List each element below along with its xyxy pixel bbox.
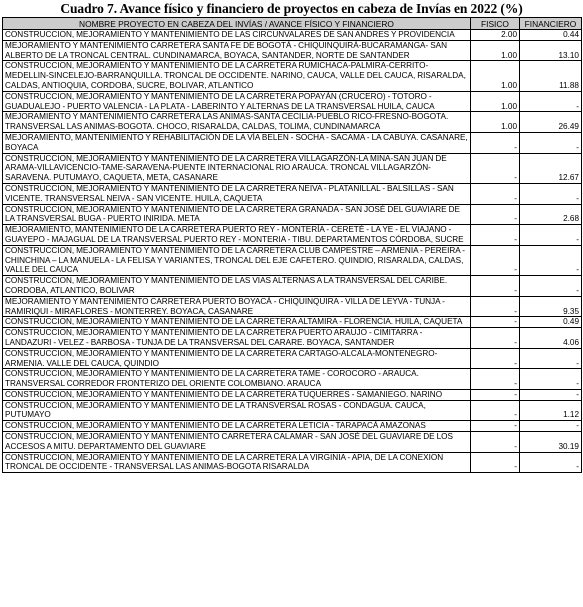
table-row bbox=[3, 132, 582, 153]
project-name-cell: CONSTRUCCION, MEJORAMIENTO Y MANTENIMIENTO DE LA CARRETERA TAME - COROCORO - ARAUCA. TRANSVERSAL CORREDOR FRONTERIZO DEL ORIENTE COLOMBIANO. ARAUCA bbox=[3, 369, 471, 390]
table-row bbox=[3, 204, 582, 225]
financiero-cell: 0.49 bbox=[520, 317, 582, 328]
project-name-cell: CONSTRUCCION, MEJORAMIENTO Y MANTENIMIENTO DE LA CARRETERA LA VIRGINIA - APIA, DE LA CONEXION TRONCAL DE OCCIDENTE - TRANSVERSAL LAS ANIMAS-BOGOTA RISARALDA bbox=[3, 452, 471, 473]
project-name-cell: CONSTRUCCION, MEJORAMIENTO Y MANTENIMIENTO DE LA CARRETERA ALTAMIRA - FLORENCIA. HUILA, CAQUETA bbox=[3, 317, 471, 328]
fisico-cell: - bbox=[471, 245, 520, 275]
fisico-cell: - bbox=[471, 369, 520, 390]
project-name-cell: CONSTRUCCION, MEJORAMIENTO Y MANTENIMIENTO DE LA CARRETERA PUERTO ARAUJO - CIMITARRA - LANDAZURI - VELEZ - BARBOSA - TUNJA DE LA TRANSVERSAL DEL CARARE. BOYACA, SANTANDER bbox=[3, 328, 471, 349]
fisico-cell: - bbox=[471, 296, 520, 317]
project-name-cell: CONSTRUCCION, MEJORAMIENTO Y MANTENIMIENTO DE LAS VIAS ALTERNAS A LA TRANSVERSAL DEL CARIBE. CORDOBA, ATLANTICO, BOLIVAR bbox=[3, 276, 471, 297]
projects-table bbox=[2, 17, 582, 473]
fisico-cell: - bbox=[471, 132, 520, 153]
table-row bbox=[3, 328, 582, 349]
financiero-cell: - bbox=[520, 452, 582, 473]
fisico-cell: - bbox=[471, 452, 520, 473]
table-row bbox=[3, 348, 582, 369]
financiero-cell: 11.88 bbox=[520, 61, 582, 91]
table-row bbox=[3, 421, 582, 432]
project-name-cell: CONSTRUCCION, MEJORAMIENTO Y MANTENIMIENTO DE LA TRANSVERSAL ROSAS - CONDAGUA. CAUCA, PUTUMAYO bbox=[3, 400, 471, 421]
financiero-cell: - bbox=[520, 183, 582, 204]
project-name-cell: CONSTRUCCION, MEJORAMIENTO Y MANTENIMIENTO DE LA CARRETERA TUQUERRES - SAMANIEGO. NARINO bbox=[3, 389, 471, 400]
fisico-cell: - bbox=[471, 204, 520, 225]
fisico-cell: - bbox=[471, 432, 520, 453]
project-name-cell: CONSTRUCCION, MEJORAMIENTO Y MANTENIMIENTO DE LA CARRETERA GRANADA - SAN JOSÉ DEL GUAVIARE DE LA TRANSVERSAL BUGA - PUERTO INIRIDA. META bbox=[3, 204, 471, 225]
fisico-cell: - bbox=[471, 317, 520, 328]
project-name-cell: CONSTRUCCION, MEJORAMIENTO Y MANTENIMIENTO DE LA CARRETERA LETICIA - TARAPACÁ AMAZONAS bbox=[3, 421, 471, 432]
financiero-cell: 12.67 bbox=[520, 153, 582, 183]
project-name-cell: CONSTRUCCION, MEJORAMIENTO Y MANTENIMIENTO DE LA CARRETERA CARTAGO-ALCALA-MONTENEGRO-ARMENIA. VALLE DEL CAUCA, QUINDIO bbox=[3, 348, 471, 369]
fisico-cell: - bbox=[471, 421, 520, 432]
column-header-name: NOMBRE PROYECTO EN CABEZA DEL INVÍAS / AVANCE FÍSICO Y FINANCIERO bbox=[3, 18, 471, 30]
column-header-financiero: FINANCIERO bbox=[520, 18, 582, 30]
table-row bbox=[3, 183, 582, 204]
header-row bbox=[3, 18, 582, 30]
table-body bbox=[3, 30, 582, 473]
financiero-cell: - bbox=[520, 421, 582, 432]
project-name-cell: CONSTRUCCION, MEJORAMIENTO Y MANTENIMIENTO DE LA CARRETERA VILLAGARZÓN-LA MINA-SAN JUAN DE ARAMA-VILLAVICENCIO-TAME-SARAVENA-PUENTE INTERNACIONAL RIO ARAUCA. TRONCAL VILLAGARZÓN-SARAVENA. PUTUMAYO, CAQUETA, META, CASANARE bbox=[3, 153, 471, 183]
financiero-cell: - bbox=[520, 91, 582, 112]
table-row bbox=[3, 369, 582, 390]
fisico-cell: 1.00 bbox=[471, 61, 520, 91]
column-header-fisico: FISICO bbox=[471, 18, 520, 30]
financiero-cell: - bbox=[520, 245, 582, 275]
fisico-cell: - bbox=[471, 348, 520, 369]
table-row bbox=[3, 245, 582, 275]
table-row bbox=[3, 317, 582, 328]
table-row bbox=[3, 452, 582, 473]
table-row bbox=[3, 276, 582, 297]
financiero-cell: - bbox=[520, 348, 582, 369]
financiero-cell: - bbox=[520, 369, 582, 390]
project-name-cell: MEJORAMIENTO, MANTENIMIENTO Y REHABILITACIÓN DE LA VÍA BELEN - SOCHA - SACAMA - LA CABUYA. CASANARE, BOYACA bbox=[3, 132, 471, 153]
financiero-cell: 13.10 bbox=[520, 40, 582, 61]
table-row bbox=[3, 432, 582, 453]
table-row bbox=[3, 225, 582, 246]
fisico-cell: - bbox=[471, 276, 520, 297]
fisico-cell: 1.00 bbox=[471, 40, 520, 61]
financiero-cell: - bbox=[520, 276, 582, 297]
fisico-cell: 2.00 bbox=[471, 30, 520, 41]
table-row bbox=[3, 40, 582, 61]
table-row bbox=[3, 61, 582, 91]
financiero-cell: 0.44 bbox=[520, 30, 582, 41]
project-name-cell: MEJORAMIENTO Y MANTENIMIENTO CARRETERA PUERTO BOYACÁ - CHIQUINQUIRA - VILLA DE LEYVA - TUNJA - RAMIRIQUI - MIRAFLORES - MONTERREY. BOYACA, CASANARE bbox=[3, 296, 471, 317]
financiero-cell: 26.49 bbox=[520, 112, 582, 133]
table-row bbox=[3, 400, 582, 421]
table-row bbox=[3, 296, 582, 317]
project-name-cell: CONSTRUCCION, MEJORAMIENTO Y MANTENIMIENTO DE LA CARRETERA CLUB CAMPESTRE – ARMENIA - PEREIRA - CHINCHINA – LA MANUELA - LA FELISA Y VARIANTES, TRONCAL DEL EJE CAFETERO. QUINDIO, RISARALDA, CALDAS, VALLE DEL CAUCA bbox=[3, 245, 471, 275]
project-name-cell: MEJORAMIENTO Y MANTENIMIENTO CARRETERA SANTA FE DE BOGOTÁ - CHIQUINQUIRÁ-BUCARAMANGA- SAN ALBERTO DE LA TRONCAL CENTRAL. CUNDINAMARCA, BOYACA, SANTANDER, NORTE DE SANTANDER bbox=[3, 40, 471, 61]
fisico-cell: - bbox=[471, 389, 520, 400]
financiero-cell: 4.06 bbox=[520, 328, 582, 349]
fisico-cell: - bbox=[471, 400, 520, 421]
project-name-cell: MEJORAMIENTO Y MANTENIMIENTO CARRETERA LAS ANIMAS-SANTA CECILIA-PUEBLO RICO-FRESNO-BOGOTA. TRANSVERSAL LAS ANIMAS-BOGOTA. CHOCO, RISARALDA, CALDAS, TOLIMA, CUNDINAMARCA bbox=[3, 112, 471, 133]
fisico-cell: - bbox=[471, 183, 520, 204]
table-row bbox=[3, 91, 582, 112]
table-row bbox=[3, 153, 582, 183]
project-name-cell: CONSTRUCCION, MEJORAMIENTO Y MANTENIMIENTO CARRETERA CALAMAR - SAN JOSÉ DEL GUAVIARE DE LOS ACCESOS A MITU. DEPARTAMENTO DEL GUAVIARE bbox=[3, 432, 471, 453]
financiero-cell: 2.68 bbox=[520, 204, 582, 225]
fisico-cell: 1.00 bbox=[471, 91, 520, 112]
fisico-cell: 1.00 bbox=[471, 112, 520, 133]
fisico-cell: - bbox=[471, 225, 520, 246]
fisico-cell: - bbox=[471, 328, 520, 349]
financiero-cell: 30.19 bbox=[520, 432, 582, 453]
table-row bbox=[3, 112, 582, 133]
financiero-cell: 9.35 bbox=[520, 296, 582, 317]
financiero-cell: - bbox=[520, 132, 582, 153]
project-name-cell: MEJORAMIENTO, MANTENIMIENTO DE LA CARRETERA PUERTO REY - MONTERÍA - CERETÉ - LA YE - EL VIAJANO - GUAYEPO - MAJAGUAL DE LA TRANSVERSAL PUERTO REY - MONTERIA - TIBU. DEPARTAMENTOS CÓRDOBA, SUCRE bbox=[3, 225, 471, 246]
project-name-cell: CONSTRUCCION, MEJORAMIENTO Y MANTENIMIENTO DE LA CARRETERA NEIVA - PLATANILLAL - BALSILLAS - SAN VICENTE. TRANSVERSAL NEIVA - SAN VICENTE. HUILA, CAQUETA bbox=[3, 183, 471, 204]
financiero-cell: - bbox=[520, 225, 582, 246]
financiero-cell: - bbox=[520, 389, 582, 400]
table-row bbox=[3, 389, 582, 400]
financiero-cell: 1.12 bbox=[520, 400, 582, 421]
fisico-cell: - bbox=[471, 153, 520, 183]
project-name-cell: CONSTRUCCION, MEJORAMIENTO Y MANTENIMIENTO DE LAS CIRCUNVALARES DE SAN ANDRES Y PROVIDENCIA bbox=[3, 30, 471, 41]
table-header bbox=[3, 18, 582, 30]
table-title: Cuadro 7. Avance físico y financiero de proyectos en cabeza de Invías en 2022 (%) bbox=[60, 1, 523, 16]
table-row bbox=[3, 30, 582, 41]
project-name-cell: CONSTRUCCION, MEJORAMIENTO Y MANTENIMIENTO DE LA CARRETERA RUMICHACA-PALMIRA-CERRITO-MEDELLIN-SINCELEJO-BARRANQUILLA. TRONCAL DE OCCIDENTE. NARINO, CAUCA, VALLE DEL CAUCA, RISARALDA, CALDAS, ANTIOQUIA, CORDOBA, SUCRE, BOLIVAR, ATLANTICO bbox=[3, 61, 471, 91]
project-name-cell: CONSTRUCCION, MEJORAMIENTO Y MANTENIMIENTO DE LA CARRETERA POPAYÁN (CRUCERO) - TOTORO - GUADUALEJO - PUERTO VALENCIA - LA PLATA - LABERINTO Y ALTERNAS DE LA TRANSVERSAL HUILA, CAUCA bbox=[3, 91, 471, 112]
